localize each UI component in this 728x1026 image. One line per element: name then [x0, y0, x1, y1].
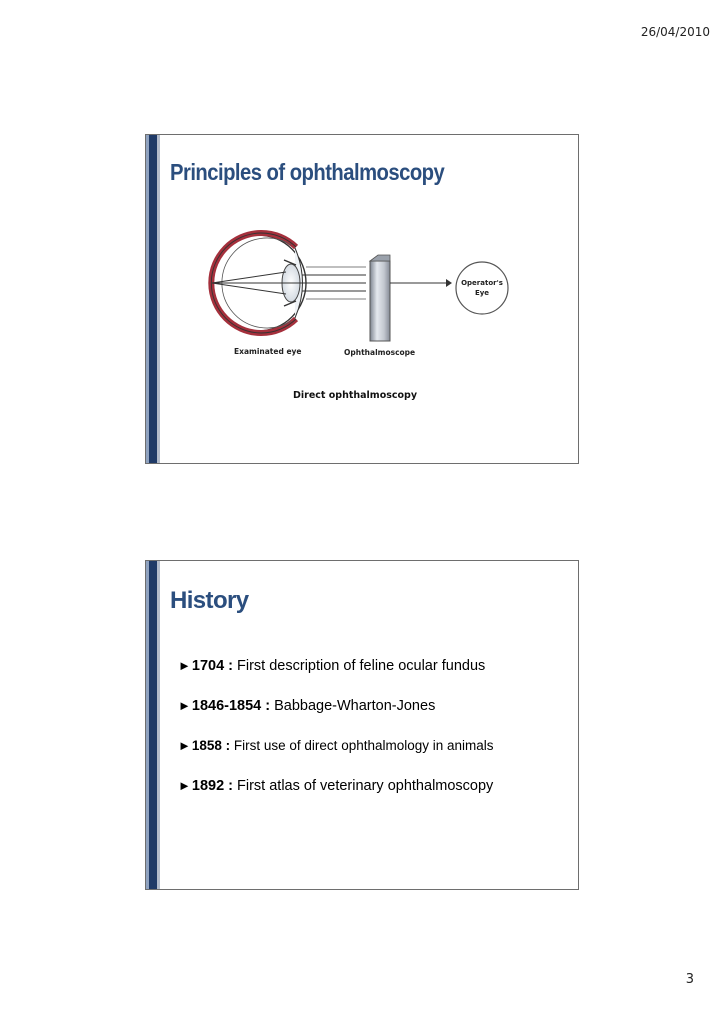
slide-history: [145, 560, 579, 890]
ophthalmoscope-icon: [370, 255, 390, 341]
history-item: [178, 777, 578, 817]
diagram-caption: Direct ophthalmoscopy: [293, 390, 418, 401]
page-number: 3: [685, 972, 694, 987]
ophthalmoscope-label: Ophthalmoscope: [344, 348, 416, 357]
slide-accent-bar: [146, 561, 160, 889]
bullet-arrow-icon: ►: [178, 698, 191, 713]
history-item: [178, 737, 578, 777]
bullet-arrow-icon: ►: [178, 738, 191, 753]
operator-eye-label-line2: Eye: [474, 289, 490, 297]
bullet-arrow-icon: ►: [178, 658, 191, 673]
examined-eye-icon: [210, 233, 366, 333]
slide-title: Principles of ophthalmoscopy: [170, 159, 445, 185]
operator-eye-icon: [456, 262, 508, 314]
history-list: [178, 657, 578, 817]
history-item: [178, 697, 578, 737]
slide-principles: [145, 134, 579, 464]
examined-eye-label: Examinated eye: [234, 347, 302, 356]
slide-title: History: [170, 587, 249, 614]
operator-eye-label-line1: Operator's: [461, 279, 503, 287]
history-year: 1704 :: [191, 658, 233, 674]
history-text: First atlas of veterinary ophthalmoscopy: [233, 778, 494, 794]
history-year: 1858 :: [191, 738, 231, 753]
history-text: First description of feline ocular fundus: [233, 658, 486, 674]
page-date: 26/04/2010: [640, 25, 710, 39]
history-year: 1846-1854 :: [191, 698, 271, 714]
bullet-arrow-icon: ►: [178, 778, 191, 793]
ophthalmoscopy-diagram: [146, 135, 578, 463]
history-text: Babbage-Wharton-Jones: [270, 698, 436, 714]
history-year: 1892 :: [191, 778, 233, 794]
history-item: [178, 657, 578, 697]
history-text: First use of direct ophthalmology in animals: [230, 738, 494, 753]
